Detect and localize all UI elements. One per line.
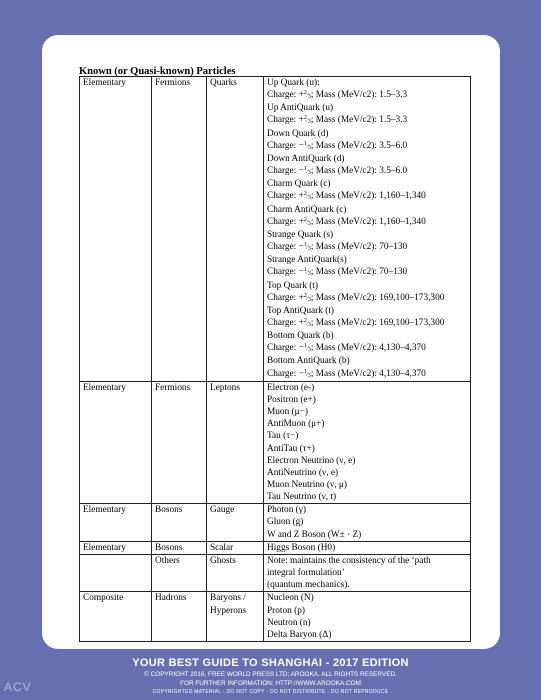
particle-line: Gluon (g)	[267, 517, 304, 528]
table-row	[80, 504, 471, 541]
fraction-denominator: 3	[307, 321, 311, 328]
type-cell: Bosons	[152, 504, 207, 541]
charge-mass-line	[267, 342, 467, 355]
fraction-denominator: 3	[307, 170, 311, 177]
charge-fraction: 1⁄3	[303, 267, 311, 278]
footer-copyright: © COPYRIGHT 2016, FREE WORLD PRESS LTD; AROOKA. ALL RIGHTS RESERVED.	[144, 671, 397, 678]
mass-range: ; Mass (MeV/c2): 4,130–4,370	[310, 343, 426, 354]
group-label: Ghosts	[210, 555, 236, 566]
particle-line: Charm AntiQuark (c)	[267, 204, 347, 215]
particle-line: Up Quark (u):	[267, 78, 320, 88]
footer-notice: COPYRIGHTED MATERIAL - DO NOT COPY - DO NOT DISTRIBUTE - DO NOT REPRODUCE	[152, 689, 389, 695]
particle-line: Nucleon (N)	[267, 593, 314, 604]
mass-range: ; Mass (MeV/c2): 169,100–173,300	[310, 317, 445, 328]
mass-range: ; Mass (MeV/c2): 70–130	[310, 242, 408, 253]
charge-mass-line	[267, 266, 467, 279]
particles-cell	[264, 504, 471, 541]
charge-fraction: 1⁄3	[303, 166, 311, 177]
charge-fraction: 2⁄3	[303, 90, 311, 101]
group-label: Hyperons	[210, 605, 247, 616]
particle-line: Strange Quark (s)	[267, 229, 334, 240]
charge-mass-line	[267, 190, 467, 203]
group-label: Gauge	[210, 505, 235, 516]
particles-cell	[264, 541, 471, 554]
mass-range: ; Mass (MeV/c2): 70–130	[310, 267, 408, 278]
particle-line: W and Z Boson (W± · Z)	[267, 529, 362, 540]
charge-fraction: 2⁄3	[303, 191, 311, 202]
particle-line: Tau (τ−)	[267, 431, 299, 442]
particle-line: Muon (μ−)	[267, 407, 308, 418]
group-cell	[207, 592, 264, 642]
charge-fraction: 2⁄3	[303, 292, 311, 303]
particle-line: Note: maintains the consistency of the ‘path	[267, 555, 431, 566]
mass-range: ; Mass (MeV/c2): 1.5–3.3	[310, 115, 408, 126]
mass-range: ; Mass (MeV/c2): 1,160–1,340	[310, 191, 426, 202]
fraction-numerator: 2	[303, 90, 307, 97]
charge-sign: Charge: −	[267, 368, 304, 379]
charge-mass-line	[267, 292, 467, 305]
mass-range: ; Mass (MeV/c2): 169,100–173,300	[310, 292, 445, 303]
particle-line: Electron (e-)	[267, 382, 315, 393]
particle-line: Proton (p)	[267, 605, 305, 616]
particle-line: integral formulation’	[267, 568, 345, 579]
particles-table	[79, 76, 471, 642]
fraction-numerator: 2	[303, 292, 307, 299]
particle-line: Top AntiQuark (t)	[267, 305, 334, 316]
charge-mass-line	[267, 241, 467, 254]
fraction-numerator: 2	[303, 216, 307, 223]
fraction-numerator: 2	[303, 317, 307, 324]
group-label: Scalar	[210, 542, 234, 553]
fraction-numerator: 1	[303, 368, 307, 375]
type-cell: Hadrons	[152, 592, 207, 642]
particle-line: Muon Neutrino (ν, μ)	[267, 480, 347, 490]
charge-sign: Charge: +	[267, 216, 304, 227]
particles-cell	[264, 77, 471, 382]
fraction-denominator: 3	[307, 195, 311, 202]
particle-line: Positron (e+)	[267, 394, 316, 405]
fraction-denominator: 3	[307, 144, 311, 151]
fraction-numerator: 1	[303, 343, 307, 350]
particles-cell	[264, 592, 471, 642]
particle-line: AntiNeutrino (ν, e)	[267, 467, 339, 478]
charge-sign: Charge: −	[267, 166, 304, 177]
document-title: Known (or Quasi-known) Particles	[79, 66, 236, 77]
fraction-numerator: 2	[303, 115, 307, 122]
category-cell: Elementary	[80, 381, 152, 504]
group-cell	[207, 541, 264, 554]
mass-range: ; Mass (MeV/c2): 1.5–3.3	[310, 90, 408, 101]
type-cell: Fermions	[152, 381, 207, 504]
type-cell: Bosons	[152, 541, 207, 554]
charge-fraction: 1⁄3	[303, 140, 311, 151]
table-row	[80, 592, 471, 642]
type-cell: Others	[152, 554, 207, 591]
footer-info: FOR FURTHER INFORMATION: HTTP://WWW.AROOKA.COM	[180, 680, 361, 687]
fraction-denominator: 3	[307, 296, 311, 303]
fraction-denominator: 3	[307, 220, 311, 227]
fraction-denominator: 3	[307, 271, 311, 278]
table-row	[80, 77, 471, 382]
fraction-denominator: 3	[307, 94, 311, 101]
charge-sign: Charge: +	[267, 317, 304, 328]
fraction-numerator: 1	[303, 166, 307, 173]
table-row	[80, 381, 471, 504]
charge-sign: Charge: −	[267, 140, 304, 151]
charge-mass-line	[267, 140, 467, 153]
particle-line: Tau Neutrino (ν, t)	[267, 492, 337, 503]
type-cell: Fermions	[152, 77, 207, 382]
particles-table-body	[80, 77, 471, 642]
charge-fraction: 2⁄3	[303, 115, 311, 126]
fraction-denominator: 3	[307, 372, 311, 379]
particle-line: Photon (γ)	[267, 505, 306, 516]
charge-mass-line	[267, 89, 467, 102]
group-cell	[207, 77, 264, 382]
group-cell	[207, 554, 264, 591]
particle-line: Strange AntiQuark(s)	[267, 255, 347, 266]
document-page	[42, 35, 500, 649]
particles-cell	[264, 554, 471, 591]
fraction-numerator: 1	[303, 242, 307, 249]
group-label: Leptons	[210, 382, 240, 393]
particles-cell	[264, 381, 471, 504]
charge-fraction: 1⁄3	[303, 242, 311, 253]
charge-sign: Charge: −	[267, 343, 304, 354]
charge-sign: Charge: +	[267, 191, 304, 202]
watermark: ACV	[4, 680, 32, 694]
group-label: Baryons /	[210, 593, 246, 604]
charge-fraction: 1⁄3	[303, 343, 311, 354]
particle-line: AntiTau (τ+)	[267, 443, 315, 454]
particle-line: Down Quark (d)	[267, 128, 329, 139]
particle-line: Charm Quark (c)	[267, 179, 331, 190]
charge-fraction: 1⁄3	[303, 368, 311, 379]
footer-headline: YOUR BEST GUIDE TO SHANGHAI - 2017 EDITION	[132, 657, 409, 669]
fraction-numerator: 1	[303, 267, 307, 274]
mass-range: ; Mass (MeV/c2): 4,130–4,370	[310, 368, 426, 379]
table-row	[80, 554, 471, 591]
particle-line: Delta Baryon (Δ)	[267, 629, 332, 640]
charge-mass-line	[267, 114, 467, 127]
particle-line: (quantum mechanics).	[267, 580, 350, 591]
category-cell: Elementary	[80, 541, 152, 554]
fraction-numerator: 1	[303, 140, 307, 147]
fraction-denominator: 3	[307, 246, 311, 253]
charge-sign: Charge: −	[267, 267, 304, 278]
charge-fraction: 2⁄3	[303, 216, 311, 227]
mass-range: ; Mass (MeV/c2): 3.5–6.0	[310, 140, 408, 151]
charge-mass-line	[267, 216, 467, 229]
category-cell: Elementary	[80, 77, 152, 382]
charge-sign: Charge: +	[267, 292, 304, 303]
particle-line: Down AntiQuark (d)	[267, 153, 345, 164]
particle-line: Neutron (n)	[267, 617, 311, 628]
charge-sign: Charge: +	[267, 90, 304, 101]
fraction-denominator: 3	[307, 347, 311, 354]
charge-fraction: 2⁄3	[303, 317, 311, 328]
charge-sign: Charge: +	[267, 115, 304, 126]
particle-line: Up AntiQuark (u)	[267, 103, 334, 114]
charge-sign: Charge: −	[267, 242, 304, 253]
table-row	[80, 541, 471, 554]
fraction-denominator: 3	[307, 119, 311, 126]
category-cell: Composite	[80, 592, 152, 642]
particle-line: Bottom Quark (b)	[267, 331, 334, 342]
particle-line: Electron Neutrino (ν, e)	[267, 455, 356, 466]
particle-line: Bottom AntiQuark (b)	[267, 356, 350, 367]
charge-mass-line	[267, 317, 467, 330]
mass-range: ; Mass (MeV/c2): 3.5–6.0	[310, 166, 408, 177]
fraction-numerator: 2	[303, 191, 307, 198]
particle-line: Higgs Boson (H0)	[267, 542, 336, 553]
particle-line: AntiMuon (μ+)	[267, 419, 325, 430]
group-cell	[207, 381, 264, 504]
charge-mass-line	[267, 165, 467, 178]
particle-line: Top Quark (t)	[267, 280, 318, 291]
group-cell	[207, 504, 264, 541]
charge-mass-line	[267, 368, 467, 381]
category-cell: Elementary	[80, 504, 152, 541]
category-cell	[80, 554, 152, 591]
group-label: Quarks	[210, 78, 237, 88]
mass-range: ; Mass (MeV/c2): 1,160–1,340	[310, 216, 426, 227]
